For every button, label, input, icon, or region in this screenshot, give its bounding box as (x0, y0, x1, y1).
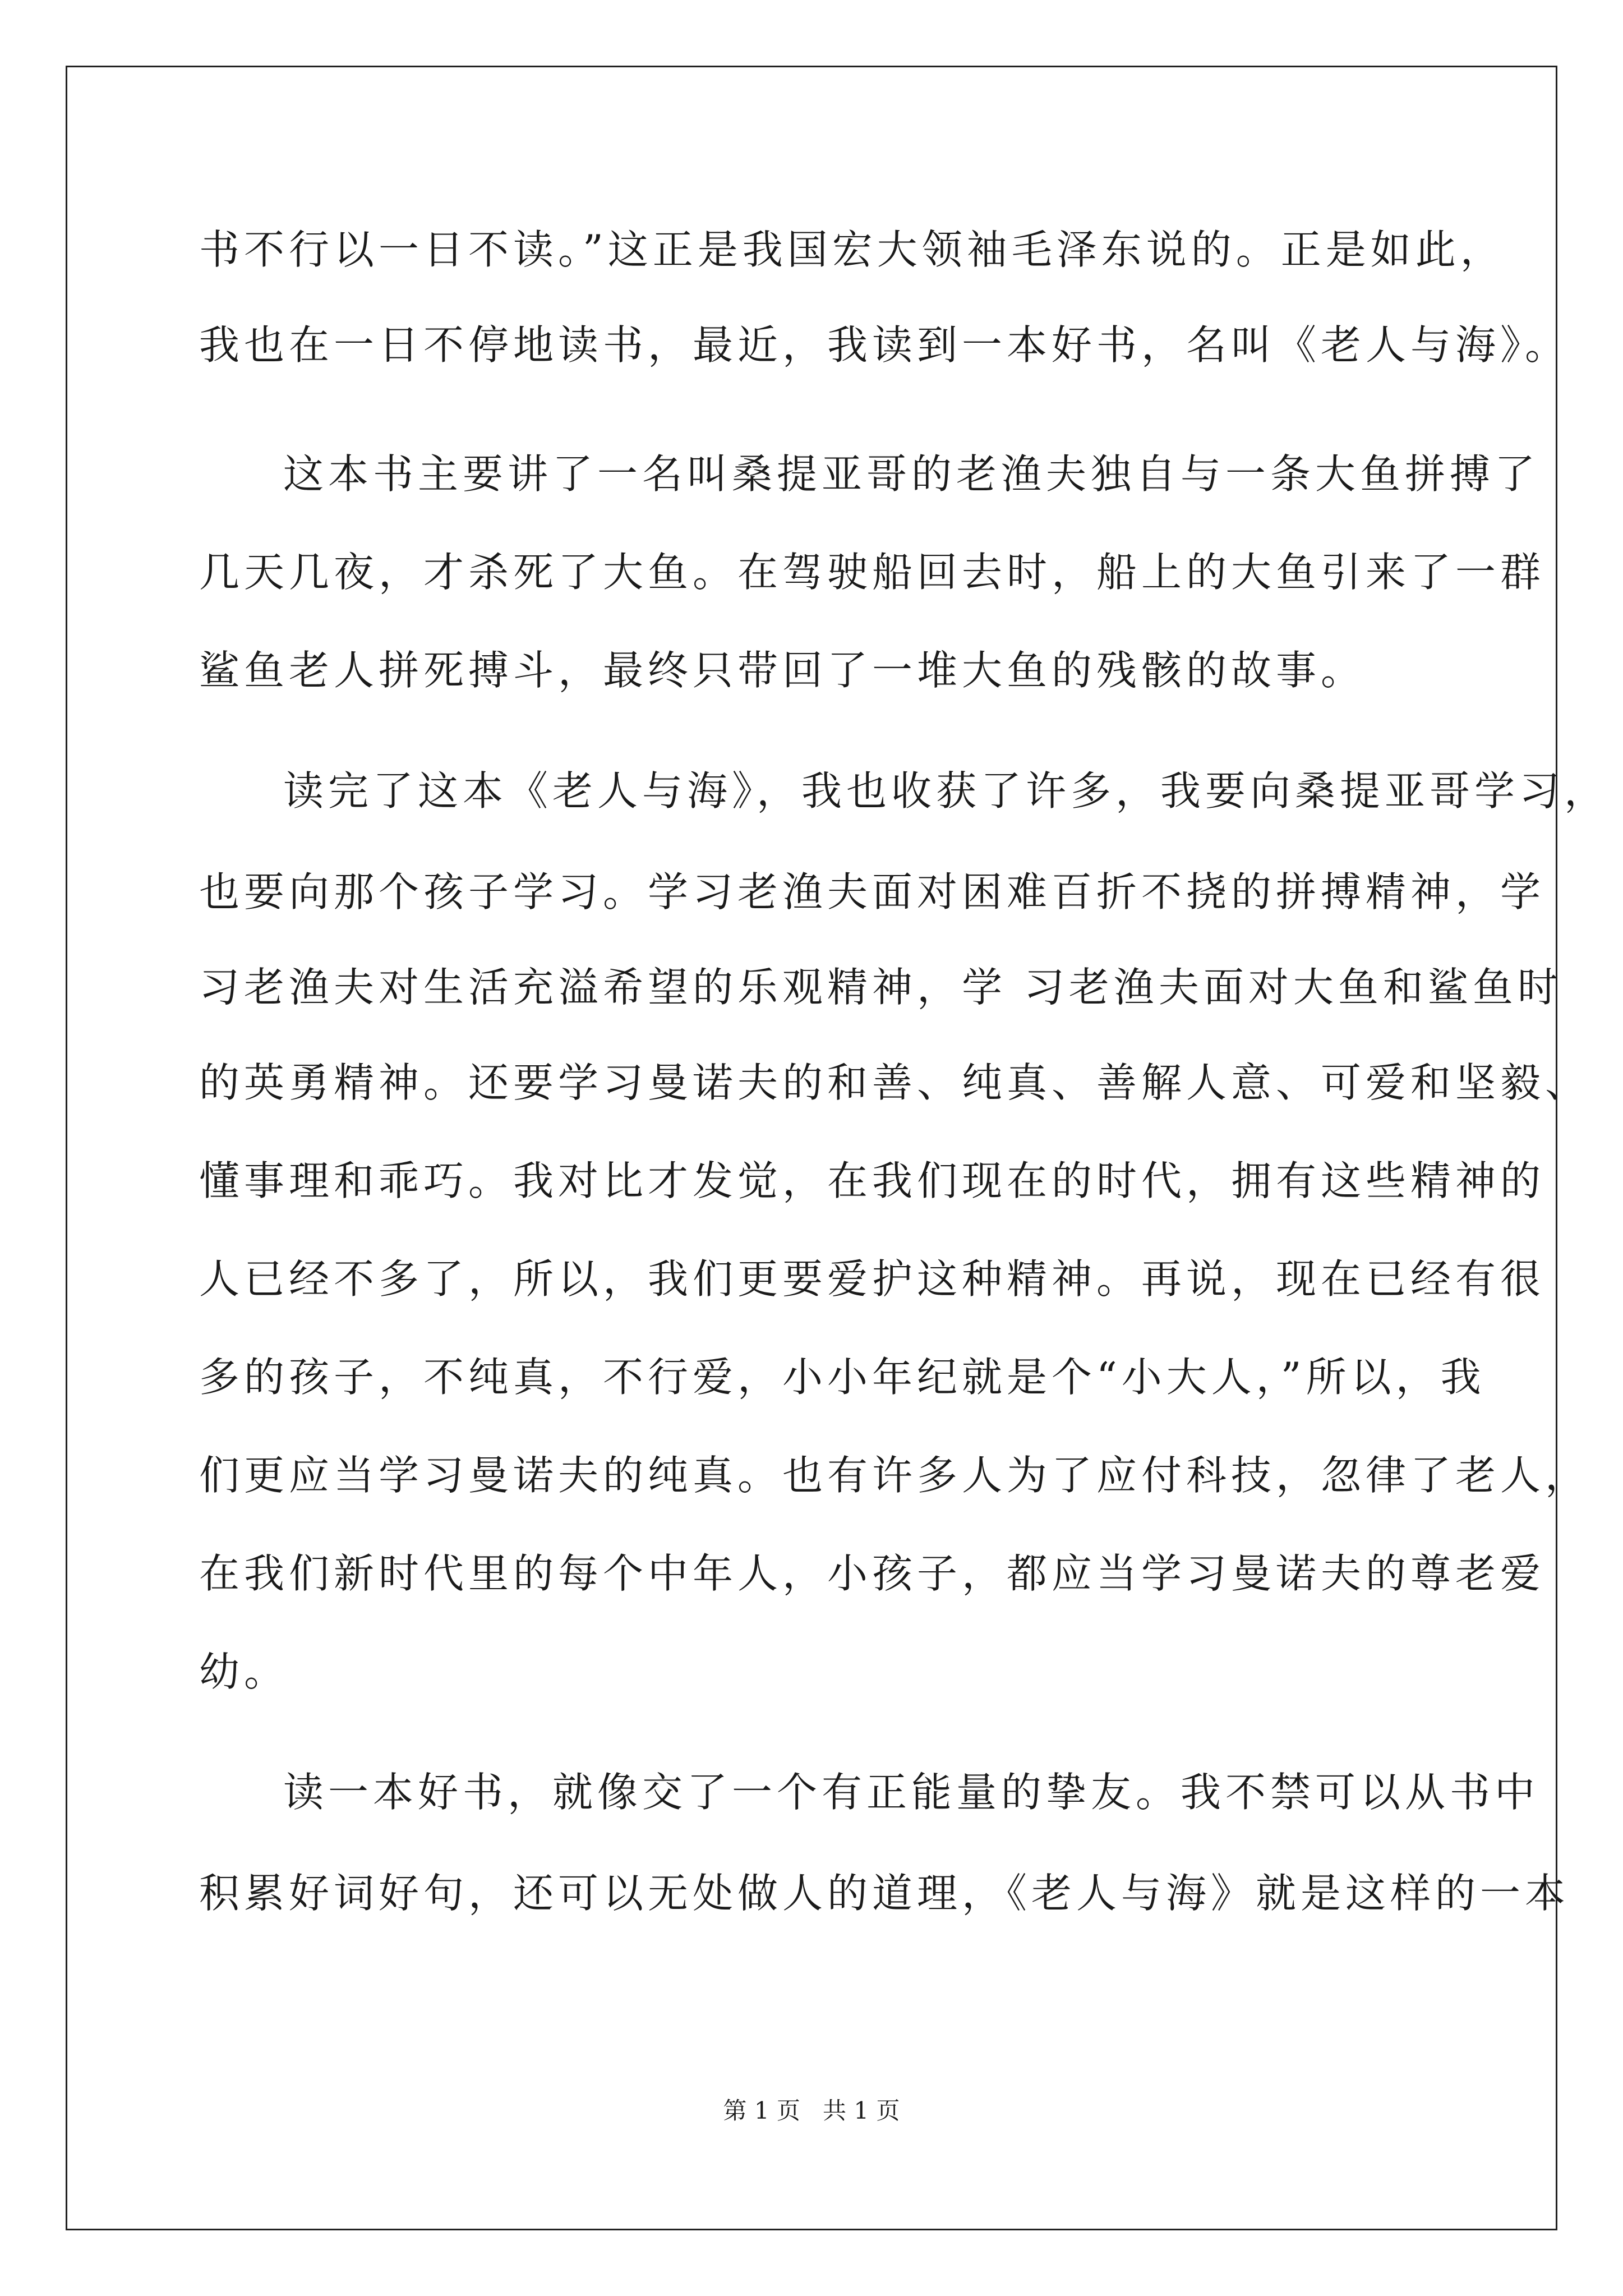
text-line: 幼。 (199, 1648, 289, 1695)
text-line: 懂事理和乖巧。我对比才发觉，在我们现在的时代，拥有这些精神的 (199, 1157, 1546, 1204)
text-line: 人已经不多了，所以，我们更要爱护这种精神。再说，现在已经有很 (199, 1255, 1546, 1303)
paragraph-first-line: 这本书主要讲了一名叫桑提亚哥的老渔夫独自与一条大鱼拼搏了 (283, 450, 1540, 498)
text-line: 鲨鱼老人拼死搏斗，最终只带回了一堆大鱼的残骸的故事。 (199, 647, 1366, 694)
paragraph-first-line: 读一本好书，就像交了一个有正能量的挚友。我不禁可以从书中 (283, 1769, 1540, 1816)
text-line: 多的孩子，不纯真，不行爱，小小年纪就是个“小大人，”所以，我 (199, 1354, 1486, 1401)
text-line: 我也在一日不停地读书，最近，我读到一本好书，名叫《老人与海》。 (199, 321, 1570, 369)
text-line: 在我们新时代里的每个中年人，小孩子，都应当学习曼诺夫的尊老爱 (199, 1550, 1546, 1597)
text-line: 几天几夜，才杀死了大鱼。在驾驶船回去时，船上的大鱼引来了一群 (199, 549, 1546, 596)
text-line: 也要向那个孩子学习。学习老渔夫面对困难百折不挠的拼搏精神，学 (199, 868, 1546, 915)
paragraph-first-line: 读完了这本《老人与海》，我也收获了许多，我要向桑提亚哥学习， (283, 767, 1610, 815)
text-line: 习老渔夫对生活充溢希望的乐观精神，学 习老渔夫面对大鱼和鲨鱼时 (199, 964, 1562, 1011)
text-line: 的英勇精神。还要学习曼诺夫的和善、纯真、善解人意、可爱和坚毅、 (199, 1059, 1590, 1106)
text-line: 书不行以一日不读。”这正是我国宏大领袖毛泽东说的。正是如此， (199, 226, 1505, 273)
text-line: 积累好词好句，还可以无处做人的道理，《老人与海》就是这样的一本 (199, 1870, 1570, 1917)
text-line: 们更应当学习曼诺夫的纯真。也有许多人为了应付科技，忽律了老人， (199, 1452, 1590, 1499)
page-number-footer: 第 1 页 共 1 页 (723, 2097, 900, 2124)
